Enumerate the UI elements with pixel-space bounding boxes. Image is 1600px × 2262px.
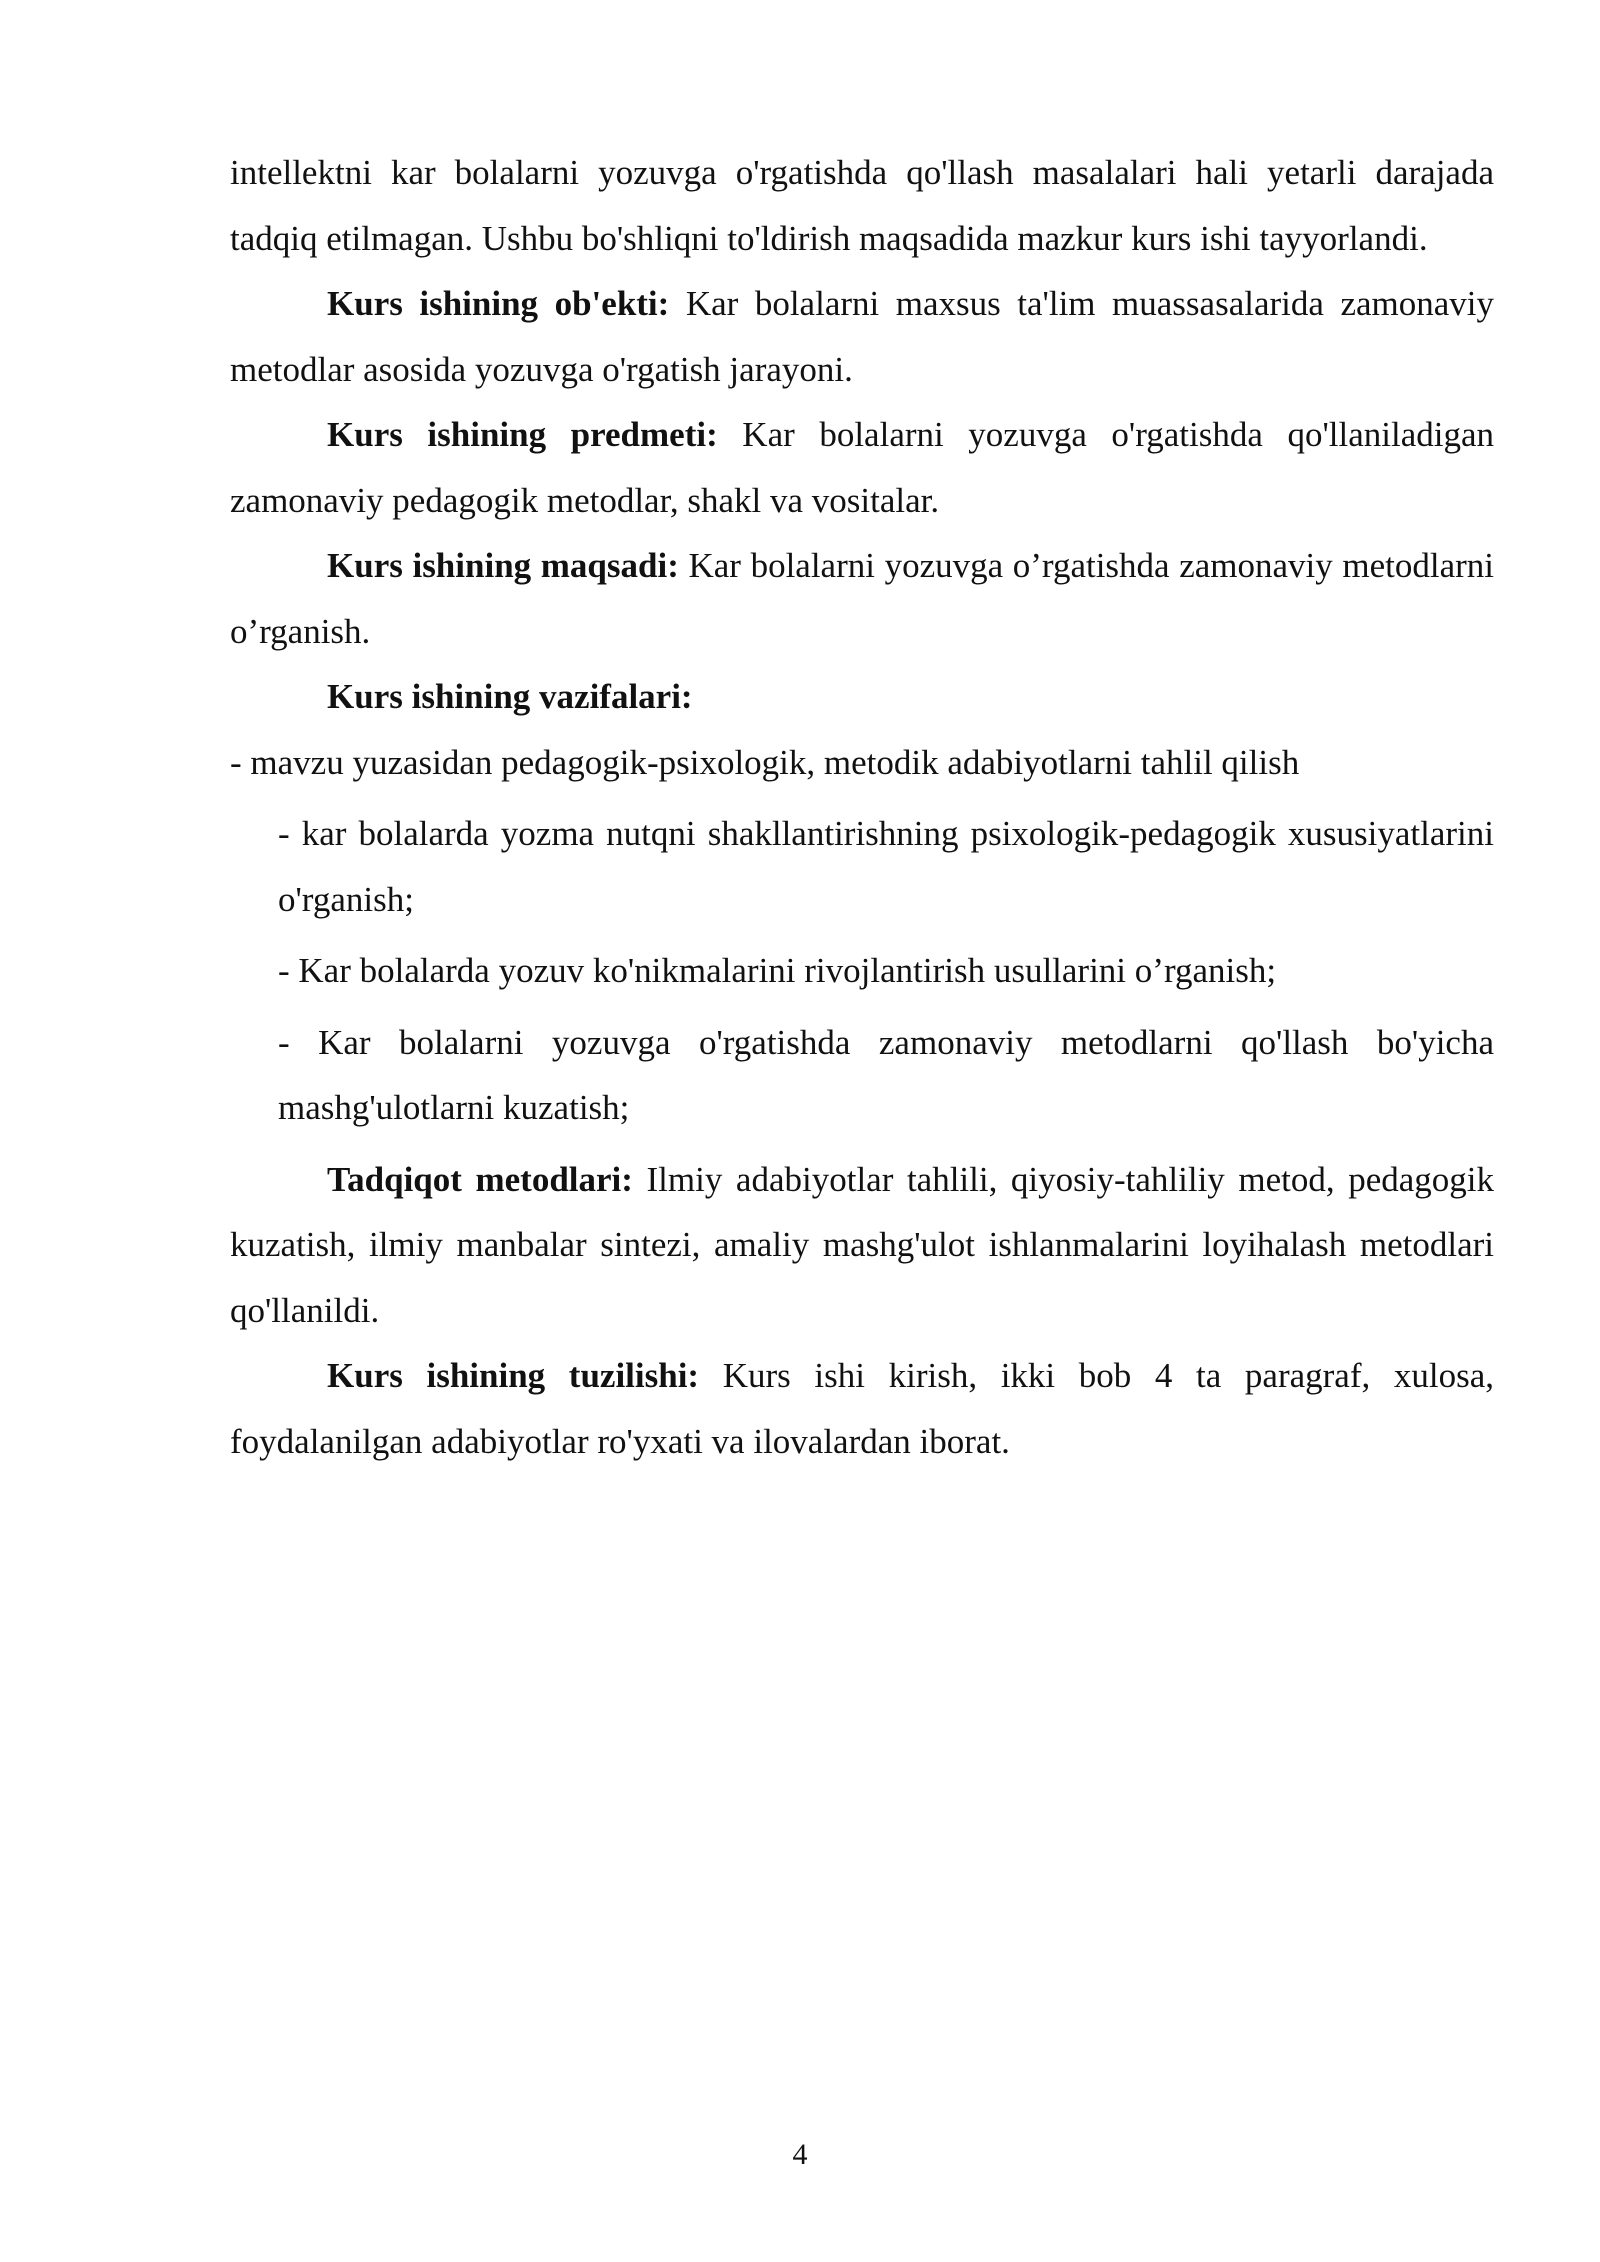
goal-text: Kar bolalarni yozuvga o’rgatishda zamonaviy metodlarni o’rganish. xyxy=(230,546,1494,651)
page-number: 4 xyxy=(792,2138,808,2171)
tasks-heading xyxy=(230,664,1494,730)
task-item: - kar bolalarda yozma nutqni shakllantirishning psixologik-pedagogik xususiyatlarini o'rganish; xyxy=(278,814,1494,919)
structure-paragraph xyxy=(230,1343,1494,1474)
subject-label: Kurs ishining predmeti: xyxy=(327,415,718,454)
goal-paragraph xyxy=(230,533,1494,664)
subject-text: Kar bolalarni yozuvga o'rgatishda qo'llaniladigan zamonaviy pedagogik metodlar, shakl va vositalar. xyxy=(230,415,1494,520)
object-text: Kar bolalarni maxsus ta'lim muassasalarida zamonaviy metodlar asosida yozuvga o'rgatish jarayoni. xyxy=(230,284,1494,389)
document-page xyxy=(230,140,1494,1474)
methods-paragraph xyxy=(230,1147,1494,1344)
task-item: - mavzu yuzasidan pedagogik-psixologik, metodik adabiyotlarni tahlil qilish xyxy=(230,742,1300,782)
task-item: - Kar bolalarni yozuvga o'rgatishda zamonaviy metodlarni qo'llash bo'yicha mashg'ulotlarni kuzatish; xyxy=(278,1022,1494,1127)
methods-text: Ilmiy adabiyotlar tahlili, qiyosiy-tahliliy metod, pedagogik kuzatish, ilmiy manbalar sintezi, amaliy mashg'ulot ishlanmalarini loyihalash metodlari qo'llanildi. xyxy=(230,1159,1494,1330)
goal-label: Kurs ishining maqsadi: xyxy=(327,546,679,585)
intro-paragraph: intellektni kar bolalarni yozuvga o'rgatishda qo'llash masalalari hali yetarli darajada tadqiq etilmagan. Ushbu bo'shliqni to'ldirish maqsadida mazkur kurs ishi tayyorlandi. xyxy=(230,153,1494,258)
structure-label: Kurs ishining tuzilishi: xyxy=(327,1356,700,1395)
subject-paragraph xyxy=(230,402,1494,533)
task-item: - Kar bolalarda yozuv ko'nikmalarini rivojlantirish usullarini o’rganish; xyxy=(278,951,1277,990)
object-label: Kurs ishining ob'ekti: xyxy=(327,284,670,323)
structure-text: Kurs ishi kirish, ikki bob 4 ta paragraf, xulosa, foydalanilgan adabiyotlar ro'yxati va ilovalardan iborat. xyxy=(230,1356,1494,1461)
object-paragraph xyxy=(230,271,1494,402)
tasks-label: Kurs ishining vazifalari: xyxy=(327,677,693,716)
methods-label: Tadqiqot metodlari: xyxy=(327,1159,633,1199)
